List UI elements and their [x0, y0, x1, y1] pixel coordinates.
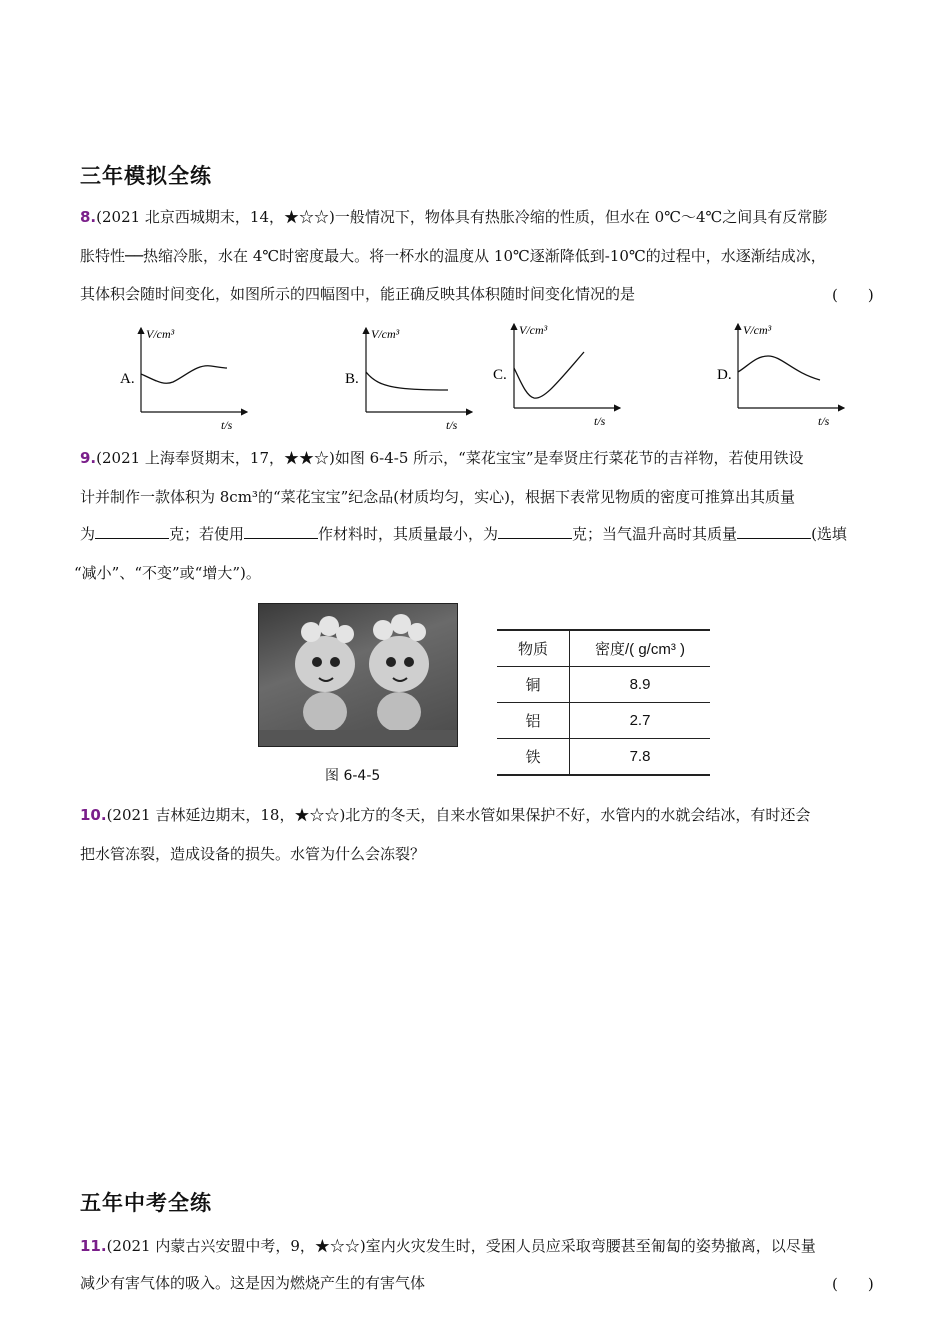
graph-c-curve: [514, 352, 584, 398]
q11-text-1: (2021 内蒙古兴安盟中考，9，★☆☆)室内火灾发生时，受困人员应采取弯腰甚至匍匐的姿势撤离，以尽量: [106, 1237, 816, 1255]
table-row: [497, 703, 710, 739]
graph-b-option: B.: [345, 371, 359, 387]
q9-line-1: [80, 448, 804, 468]
mascot-illustration: [259, 604, 457, 746]
q9-blank-mass-change[interactable]: [737, 524, 811, 539]
q8-line-1: [80, 207, 827, 227]
q10-line-2: 把水管冻裂，造成设备的损失。水管为什么会冻裂？: [80, 845, 426, 863]
q9-text-1: (2021 上海奉贤期末，17，★★☆)如图 6-4-5 所示，“菜花宝宝”是奉贤庄行菜花节的吉祥物，若使用铁设: [96, 449, 804, 467]
q11-answer-paren: ( ): [832, 1275, 874, 1293]
q9-line-4: “减小”、“不变”或“增大”)。: [74, 564, 261, 582]
section-title-mock: 三年模拟全练: [80, 164, 212, 188]
graph-a-xlabel: t/s: [221, 418, 233, 432]
graph-c-option: C.: [493, 367, 507, 383]
q9-number: 9.: [80, 449, 97, 467]
q9-blank-mass-iron[interactable]: [95, 524, 169, 539]
table-row: [497, 739, 710, 776]
mascot-photo: [258, 603, 458, 747]
table-cell-density: 8.9: [570, 667, 711, 703]
table-cell-substance: 铝: [497, 703, 570, 739]
q9-text-3d: 克；当气温升高时其质量: [572, 525, 738, 543]
graph-b-curve: [366, 372, 448, 390]
q10-text-1: (2021 吉林延边期末，18，★☆☆)北方的冬天，自来水管如果保护不好，水管内的水就会结冰，有时还会: [106, 806, 811, 824]
q9-text-3b: 克；若使用: [169, 525, 245, 543]
q8-answer-paren: ( ): [832, 286, 874, 304]
q8-number: 8.: [80, 208, 97, 226]
q9-text-3a: 为: [80, 525, 96, 543]
table-cell-substance: 铁: [497, 739, 570, 776]
graph-option-a: [115, 320, 255, 432]
density-table: [497, 629, 710, 776]
graph-d-curve: [738, 356, 820, 380]
table-cell-substance: 铜: [497, 667, 570, 703]
graph-option-d: [712, 316, 852, 428]
graph-option-b: [340, 320, 480, 432]
q11-line-2: 减少有害气体的吸入。这是因为燃烧产生的有害气体: [80, 1274, 426, 1292]
q11-line-1: [80, 1236, 816, 1256]
table-header-density: 密度/( g/cm³ ): [570, 630, 711, 667]
graph-b-xlabel: t/s: [446, 418, 458, 432]
q9-text-3e: (选填: [811, 525, 847, 543]
table-header-substance: 物质: [497, 630, 570, 667]
q10-line-1: [80, 805, 810, 825]
graph-a-option: A.: [120, 371, 135, 387]
graph-a-curve: [141, 366, 227, 384]
graph-a-ylabel: V/cm³: [146, 327, 175, 341]
q9-blank-material[interactable]: [244, 524, 318, 539]
table-row: [497, 667, 710, 703]
graph-option-c: [488, 316, 628, 428]
q9-text-3c: 作材料时，其质量最小，为: [318, 525, 499, 543]
table-cell-density: 7.8: [570, 739, 711, 776]
q9-line-2: 计并制作一款体积为 8cm³的“菜花宝宝”纪念品(材质均匀，实心)，根据下表常见物质的密度可推算出其质量: [80, 488, 795, 506]
section-title-exam: 五年中考全练: [80, 1191, 212, 1215]
q8-line-3: 其体积会随时间变化，如图所示的四幅图中，能正确反映其体积随时间变化情况的是: [80, 285, 636, 303]
graph-d-xlabel: t/s: [818, 414, 830, 428]
graph-c-xlabel: t/s: [594, 414, 606, 428]
q9-blank-min-mass[interactable]: [498, 524, 572, 539]
figure-caption: 图 6-4-5: [325, 768, 381, 784]
graph-d-ylabel: V/cm³: [743, 323, 772, 337]
table-header-row: [497, 630, 710, 667]
q8-text-1: (2021 北京西城期末，14，★☆☆)一般情况下，物体具有热胀冷缩的性质，但水在 0℃～4℃之间具有反常膨: [96, 208, 828, 226]
q10-number: 10.: [80, 806, 107, 824]
graph-d-option: D.: [717, 367, 732, 383]
graph-c-ylabel: V/cm³: [519, 323, 548, 337]
q8-line-2: 胀特性──热缩冷胀，水在 4℃时密度最大。将一杯水的温度从 10℃逐渐降低到-10℃的过程中，水逐渐结成冰，: [80, 247, 826, 265]
q9-line-3: [80, 524, 847, 544]
table-cell-density: 2.7: [570, 703, 711, 739]
q11-number: 11.: [80, 1237, 107, 1255]
graph-b-ylabel: V/cm³: [371, 327, 400, 341]
